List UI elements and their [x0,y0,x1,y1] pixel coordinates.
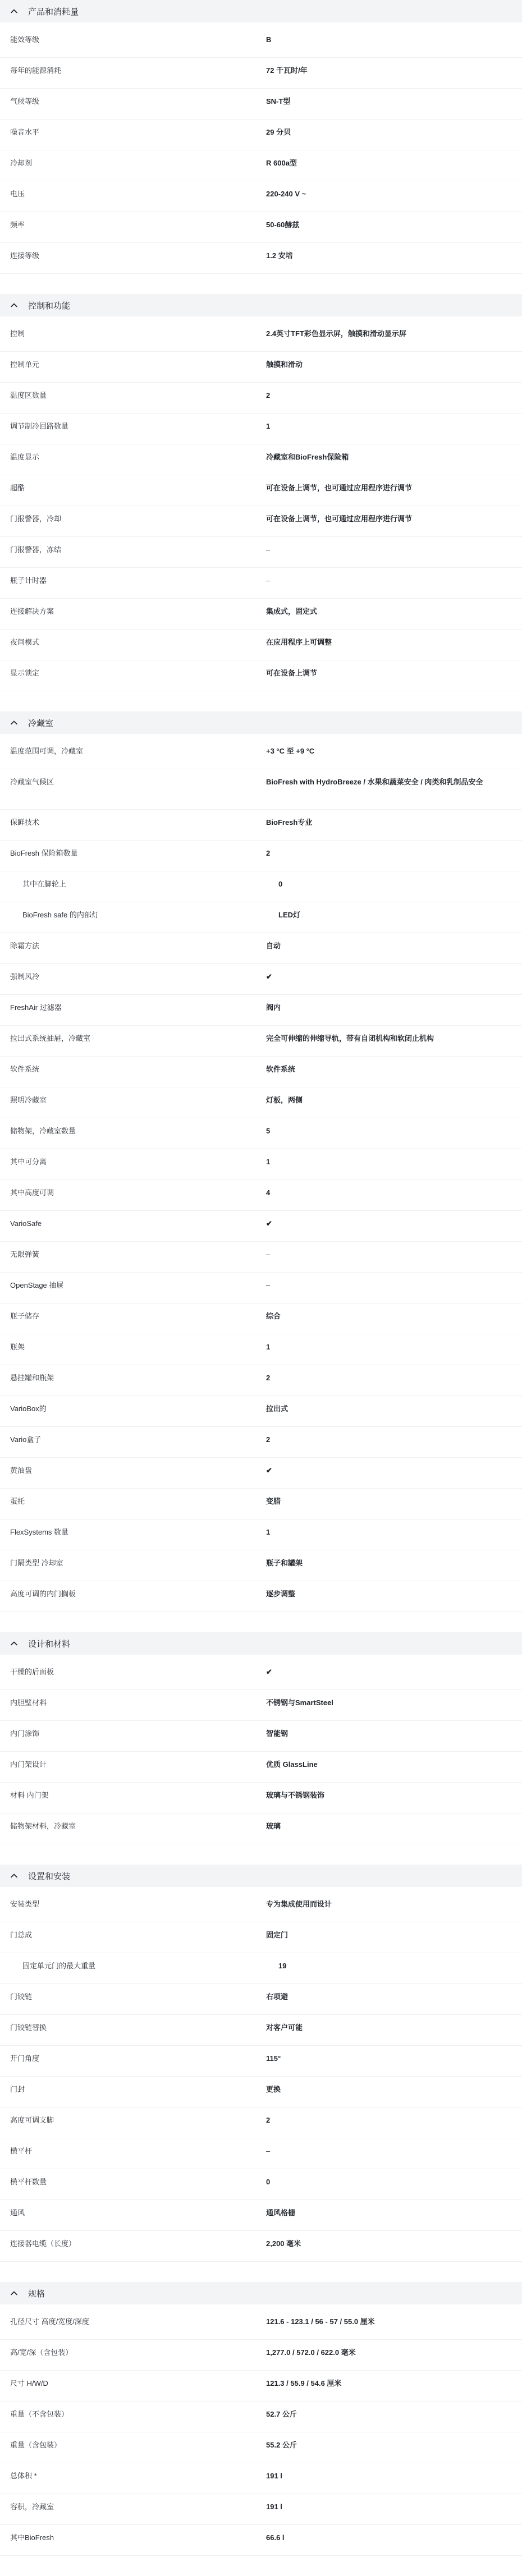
spec-row [0,150,522,181]
spec-row [0,1891,522,1922]
spec-value: 软件系统 [266,1065,296,1073]
spec-row [0,1303,522,1334]
spec-label: 照明冷藏室 [10,1096,47,1104]
spec-label: 重量（含包装） [10,2441,62,2449]
spec-value: – [266,545,271,554]
spec-label: 软件系统 [10,1065,40,1073]
spec-value: 0 [278,880,283,888]
spec-label: 除霜方法 [10,942,40,950]
spec-row [0,1242,522,1273]
spec-section [0,294,522,711]
check-icon: ✔ [266,1466,272,1475]
spec-label: 内门涂饰 [10,1729,40,1738]
spec-row [0,2401,522,2432]
spec-rows [0,1887,522,2282]
spec-row [0,769,522,810]
spec-row [0,212,522,243]
section-header-toggle[interactable] [0,2282,522,2304]
spec-label: 控制 [10,329,25,338]
spec-label: 瓶子储存 [10,1312,40,1320]
spec-value: 2 [266,1435,271,1444]
spec-row [0,2525,522,2556]
spec-label: 调节制冷回路数量 [10,422,69,430]
section-header-toggle[interactable] [0,1865,522,1887]
spec-label: 重量（不含包装） [10,2410,69,2418]
spec-row [0,2494,522,2525]
chevron-up-icon [10,2289,18,2297]
spec-row [0,1057,522,1087]
spec-row [0,1334,522,1365]
spec-value: 玻璃 [266,1822,281,1830]
spec-row [0,321,522,352]
spec-row [0,1087,522,1118]
spec-label: 总体积 * [10,2472,37,2480]
spec-row [0,841,522,871]
spec-label: BioFresh 保险箱数量 [10,849,78,857]
spec-label: 频率 [10,221,25,229]
spec-row [0,1659,522,1690]
section-title: 设置和安装 [28,1871,71,1881]
spec-row [0,810,522,841]
spec-row [0,1721,522,1752]
spec-label: 高度可调的内门搁板 [10,1590,76,1598]
section-title: 产品和消耗量 [28,7,79,17]
section-header-toggle[interactable] [0,1632,522,1655]
spec-value: 瓶子和罐架 [266,1559,303,1567]
spec-row [0,660,522,691]
spec-value: – [266,1250,271,1259]
spec-value: 可在设备上调节 [266,669,318,677]
spec-value: 1.2 安培 [266,251,293,260]
spec-row [0,2169,522,2200]
spec-value: 2 [266,391,271,400]
spec-row [0,352,522,383]
spec-value: 触摸和滑动 [266,360,303,369]
spec-label: 无限弹簧 [10,1250,40,1259]
spec-value: 121.6 - 123.1 / 56 - 57 / 55.0 厘米 [266,2317,375,2326]
spec-row [0,383,522,414]
spec-value: 1 [266,422,271,430]
spec-label: 材料 内门架 [10,1791,49,1799]
spec-value: – [266,576,271,585]
spec-value: 右项避 [266,1992,289,2001]
chevron-up-icon [10,7,18,15]
spec-value: 集成式，固定式 [266,607,318,616]
spec-row [0,414,522,444]
spec-label: 噪音水平 [10,128,40,136]
spec-row [0,568,522,599]
spec-row [0,1581,522,1612]
spec-row [0,475,522,506]
section-title: 设计和材料 [28,1639,71,1649]
check-icon: ✔ [266,972,272,981]
spec-label: 内胆壁材料 [10,1698,47,1707]
spec-label: 安装类型 [10,1900,40,1908]
spec-row [0,1149,522,1180]
check-icon: ✔ [266,1668,272,1676]
spec-value: SN-T型 [266,97,291,105]
spec-value: 变腊 [266,1497,281,1505]
spec-label: 其中在脚轮上 [22,880,67,888]
spec-label: 门报警器，冻结 [10,545,62,554]
spec-value: 19 [278,1962,287,1970]
spec-row [0,1519,522,1550]
spec-value: 115° [266,2054,281,2063]
spec-row [0,89,522,120]
spec-value: 121.3 / 55.9 / 54.6 厘米 [266,2379,342,2387]
spec-row [0,1458,522,1489]
spec-row [0,1427,522,1458]
section-header-toggle[interactable] [0,294,522,316]
spec-value: 2 [266,2116,271,2124]
spec-rows [0,1655,522,1865]
spec-label: 冷藏室气候区 [10,778,54,786]
spec-label: 尺寸 H/W/D [10,2379,48,2387]
chevron-up-icon [10,301,18,309]
spec-section [0,1632,522,1865]
spec-row [0,1813,522,1844]
spec-row [0,630,522,660]
spec-value: 灯板，两侧 [266,1096,303,1104]
spec-label: 显示锁定 [10,669,40,677]
chevron-up-icon [10,1640,18,1647]
spec-value: 对客户可能 [266,2023,303,2032]
spec-row [0,1273,522,1303]
spec-label: 瓶子计时器 [10,576,47,585]
spec-label: 瓶架 [10,1343,25,1351]
spec-row [0,1026,522,1057]
spec-label: 冷却剂 [10,159,33,167]
section-header-toggle[interactable] [0,711,522,734]
spec-label: 高度可调支脚 [10,2116,54,2124]
spec-row [0,1953,522,1984]
section-header-toggle[interactable] [0,0,522,22]
spec-label: 其中高度可调 [10,1188,54,1197]
spec-value: 72 千瓦时/年 [266,66,308,75]
spec-row [0,964,522,995]
spec-value: BioFresh专业 [266,818,313,826]
spec-label: 门隔类型 冷却室 [10,1559,63,1567]
spec-label: 横平杆 [10,2147,33,2155]
chevron-up-icon [10,1872,18,1880]
spec-row [0,2371,522,2401]
spec-value: 完全可伸缩的伸缩导轨，带有自闭机构和软闭止机构 [266,1034,434,1043]
spec-label: 温度区数量 [10,391,47,400]
spec-value: 0 [266,2178,271,2186]
spec-value: 66.6 l [266,2533,285,2542]
spec-row [0,1550,522,1581]
spec-value: – [266,1281,271,1289]
section-title: 冷藏室 [28,718,54,728]
spec-row [0,2077,522,2107]
spec-row [0,1783,522,1813]
spec-row [0,1690,522,1721]
spec-label: Vario盒子 [10,1435,42,1444]
spec-label: 每年的能源消耗 [10,66,62,75]
spec-value: 优质 GlassLine [266,1760,318,1769]
spec-value: 55.2 公斤 [266,2441,297,2449]
spec-section [0,0,522,294]
spec-row [0,995,522,1026]
spec-label: VarioSafe [10,1219,42,1228]
spec-row [0,2138,522,2169]
spec-label: 高/宽/深（含包装） [10,2348,73,2357]
spec-value: – [266,2147,271,2155]
spec-row [0,871,522,902]
spec-label: 温度显示 [10,453,40,461]
spec-label: 黄油盘 [10,1466,33,1475]
spec-row [0,537,522,568]
spec-label: 保鲜技术 [10,818,40,826]
spec-label: 储物架，冷藏室数量 [10,1127,76,1135]
spec-label: VarioBox的 [10,1404,47,1413]
spec-label: OpenStage 抽屉 [10,1281,64,1289]
spec-label: 门封 [10,2085,25,2093]
spec-label: 气候等级 [10,97,40,105]
spec-row [0,2200,522,2231]
spec-label: 能效等级 [10,35,40,44]
spec-row [0,1365,522,1396]
spec-row [0,2107,522,2138]
spec-value: 拉出式 [266,1404,289,1413]
spec-row [0,2432,522,2463]
spec-rows [0,734,522,1632]
spec-value: 更换 [266,2085,281,2093]
spec-label: 门铰链替换 [10,2023,47,2032]
spec-label: BioFresh safe 的内部灯 [22,911,99,919]
spec-label: FreshAir 过滤器 [10,1003,62,1012]
spec-value: B [266,35,272,44]
spec-section [0,1865,522,2282]
spec-label: 夜间模式 [10,638,40,646]
spec-value: 通风格栅 [266,2208,296,2217]
spec-value: 综合 [266,1312,281,1320]
spec-row [0,1984,522,2015]
spec-value: 191 l [266,2472,282,2480]
spec-row [0,2231,522,2262]
spec-label: FlexSystems 数量 [10,1528,69,1536]
spec-value: 191 l [266,2502,282,2511]
spec-row [0,2015,522,2046]
spec-row [0,599,522,630]
spec-label: 其中可分离 [10,1158,47,1166]
spec-label: 拉出式系统抽屉，冷藏室 [10,1034,91,1043]
spec-label: 孔径尺寸 高度/宽度/深度 [10,2317,89,2326]
spec-label: 强制风冷 [10,972,40,981]
spec-row [0,1396,522,1427]
spec-value: 自动 [266,942,281,950]
spec-value: 4 [266,1188,271,1197]
spec-row [0,1211,522,1242]
spec-rows [0,2304,522,2576]
spec-row [0,506,522,537]
spec-label: 连接器电缆（长度） [10,2239,76,2248]
spec-label: 连接解决方案 [10,607,54,616]
spec-value: 2 [266,849,271,857]
spec-row [0,1489,522,1519]
spec-label: 固定单元门的最大重量 [22,1962,96,1970]
spec-value: 1 [266,1528,271,1536]
spec-label: 横平杆数量 [10,2178,47,2186]
spec-label: 电压 [10,190,25,198]
spec-label: 储物架材料，冷藏室 [10,1822,76,1830]
spec-value: 50-60赫兹 [266,221,300,229]
spec-value: 1,277.0 / 572.0 / 622.0 毫米 [266,2348,356,2357]
spec-rows [0,316,522,711]
spec-value: 冷藏室和BioFresh保险箱 [266,453,349,461]
spec-value: 2.4英寸TFT彩色显示屏，触摸和滑动显示屏 [266,329,406,338]
spec-row [0,120,522,150]
spec-row [0,1180,522,1211]
spec-value: 智能钢 [266,1729,289,1738]
spec-label: 门报警器，冷却 [10,515,62,523]
spec-value: LED灯 [278,911,301,919]
spec-row [0,27,522,58]
spec-value: 1 [266,1158,271,1166]
spec-label: 门总成 [10,1931,33,1939]
spec-value: 固定门 [266,1931,289,1939]
spec-row [0,2309,522,2340]
spec-value: BioFresh with HydroBreeze / 水果和蔬菜安全 / 肉类和乳制品安全 [266,778,483,786]
spec-value: 可在设备上调节，也可通过应用程序进行调节 [266,484,413,492]
spec-value: 2 [266,1374,271,1382]
spec-label: 通风 [10,2208,25,2217]
spec-value: 5 [266,1127,271,1135]
spec-value: 可在设备上调节，也可通过应用程序进行调节 [266,515,413,523]
spec-label: 干燥的后面板 [10,1668,54,1676]
spec-row [0,2340,522,2371]
spec-label: 容积，冷藏室 [10,2502,54,2511]
spec-label: 蛋托 [10,1497,25,1505]
spec-row [0,58,522,89]
spec-label: 超酷 [10,484,25,492]
chevron-up-icon [10,719,18,727]
check-icon: ✔ [266,1219,272,1228]
spec-label: 内门架设计 [10,1760,47,1769]
spec-value: 不锈钢与SmartSteel [266,1698,333,1707]
section-title: 控制和功能 [28,301,71,311]
spec-value: 1 [266,1343,271,1351]
spec-value: 逐步调整 [266,1590,296,1598]
spec-value: 29 分贝 [266,128,291,136]
spec-value: 220-240 V ~ [266,190,306,198]
spec-row [0,738,522,769]
spec-row [0,1922,522,1953]
spec-label: 其中BioFresh [10,2533,54,2542]
spec-value: 52.7 公斤 [266,2410,297,2418]
spec-value: R 600a型 [266,159,297,167]
spec-row [0,1118,522,1149]
spec-label: 开门角度 [10,2054,40,2063]
spec-label: 连接等级 [10,251,40,260]
spec-section [0,711,522,1632]
spec-label: 控制单元 [10,360,40,369]
spec-rows [0,22,522,294]
spec-row [0,243,522,274]
spec-value: 在应用程序上可调整 [266,638,332,646]
spec-value: 玻璃与不锈钢装饰 [266,1791,325,1799]
spec-label: 悬挂罐和瓶架 [10,1374,54,1382]
spec-row [0,181,522,212]
spec-row [0,444,522,475]
spec-label: 门铰链 [10,1992,33,2001]
spec-value: 阀内 [266,1003,281,1012]
spec-section [0,2282,522,2576]
spec-row [0,902,522,933]
spec-row [0,2046,522,2077]
spec-value: 2,200 毫米 [266,2239,301,2248]
spec-label: 温度范围可调，冷藏室 [10,747,84,755]
spec-value: +3 °C 至 +9 °C [266,747,315,755]
spec-row [0,1752,522,1783]
spec-row [0,933,522,964]
spec-value: 专为集成使用而设计 [266,1900,332,1908]
section-title: 规格 [28,2289,45,2299]
spec-row [0,2463,522,2494]
